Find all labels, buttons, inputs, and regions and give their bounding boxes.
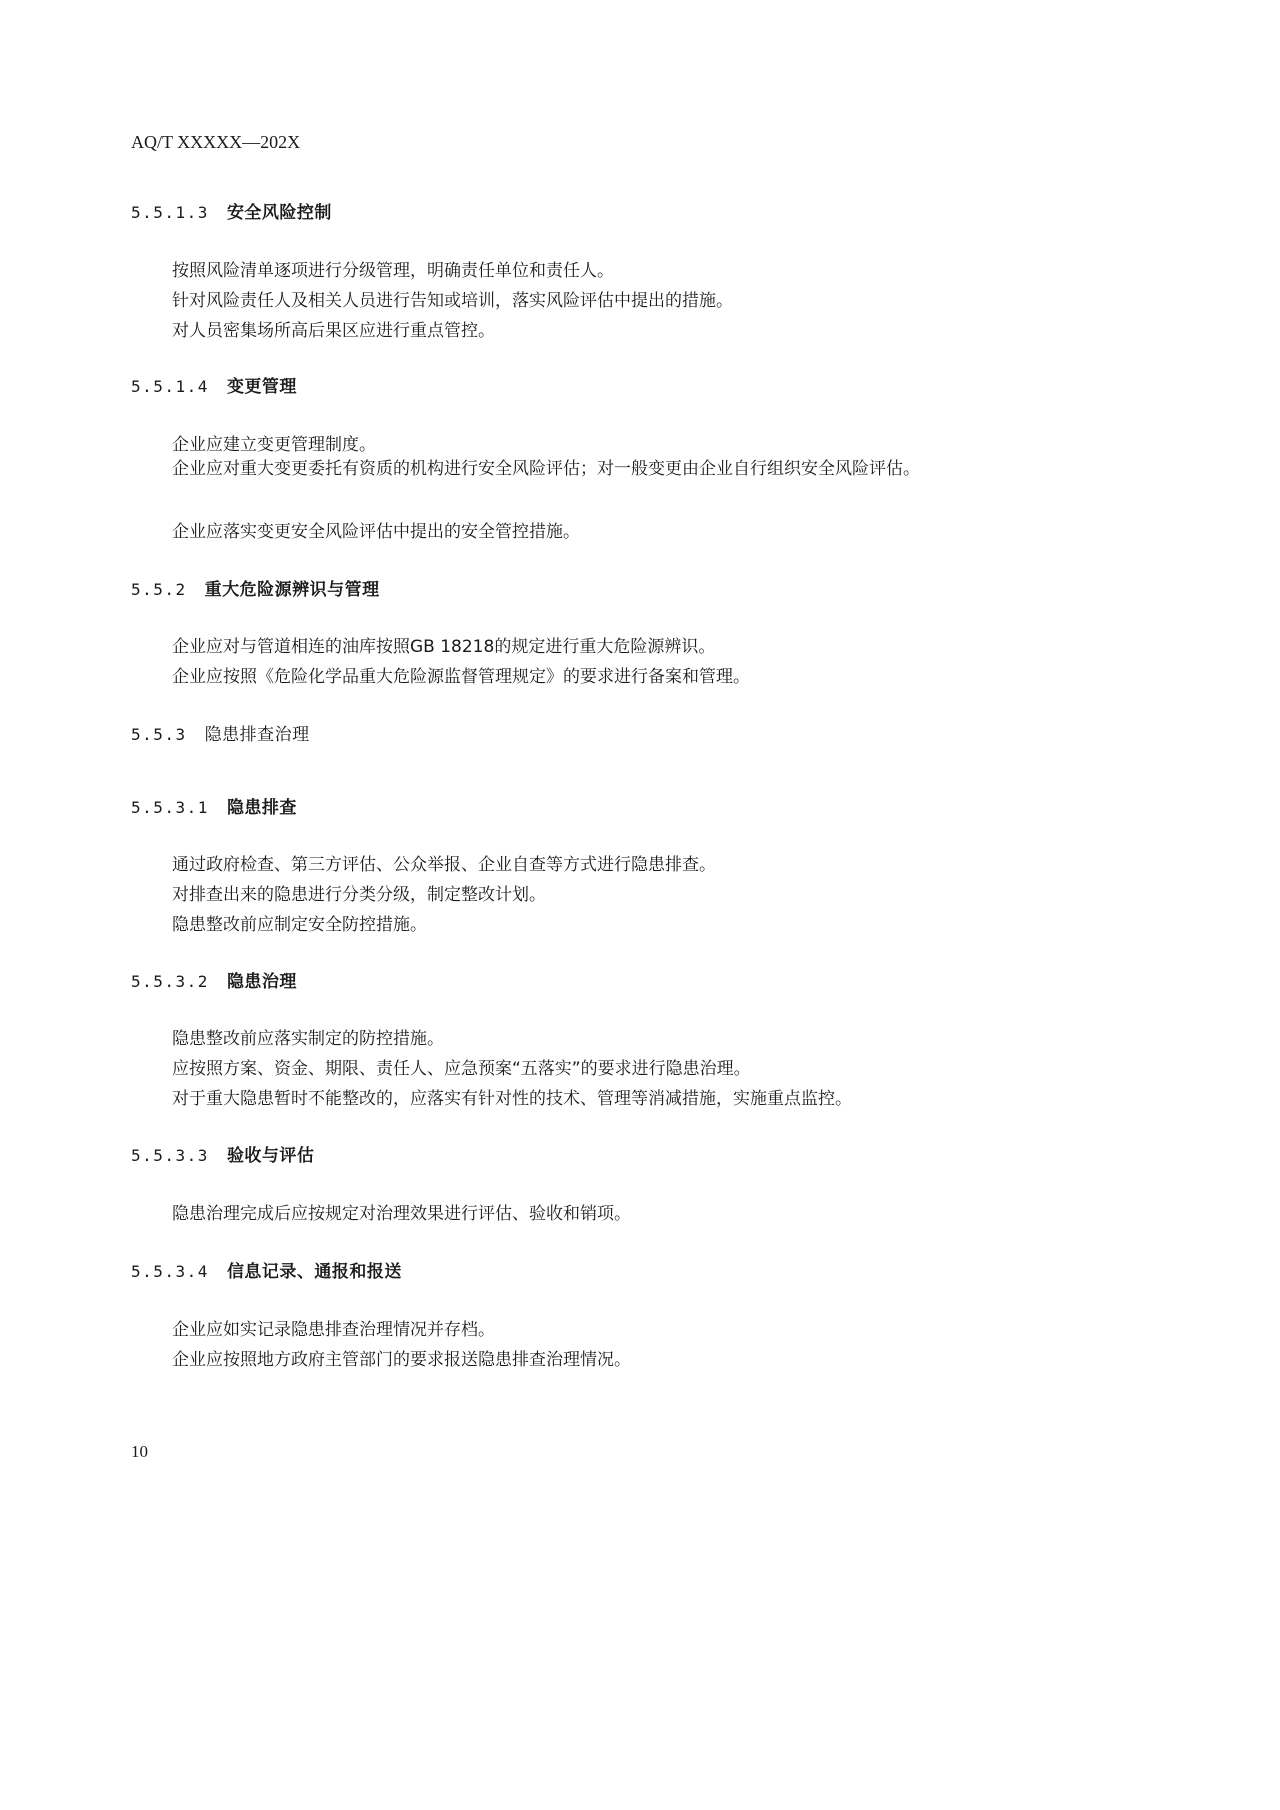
paragraph: 企业应对与管道相连的油库按照GB 18218的规定进行重大危险源辨识。 xyxy=(172,637,716,657)
section-number: 5.5.3 xyxy=(131,725,187,744)
section-title: 隐患排查 xyxy=(226,798,297,818)
section-heading xyxy=(131,575,380,600)
section-heading xyxy=(131,198,332,223)
section-number: 5.5.1.4 xyxy=(131,377,209,396)
section-title: 验收与评估 xyxy=(226,1146,315,1166)
section-number: 5.5.3.1 xyxy=(131,798,209,817)
paragraph: 企业应对重大变更委托有资质的机构进行安全风险评估；对一般变更由企业自行组织安全风险评估。 xyxy=(172,459,920,479)
section-number: 5.5.3.2 xyxy=(131,972,209,991)
section-number: 5.5.2 xyxy=(131,580,187,599)
document-code: AQ/T XXXXX—202X xyxy=(131,132,301,152)
paragraph: 针对风险责任人及相关人员进行告知或培训，落实风险评估中提出的措施。 xyxy=(172,291,733,311)
paragraph: 对排查出来的隐患进行分类分级，制定整改计划。 xyxy=(172,885,546,905)
section-heading xyxy=(131,1257,402,1282)
section-heading xyxy=(131,1141,314,1166)
section-number: 5.5.1.3 xyxy=(131,203,209,222)
section-heading xyxy=(131,720,310,745)
section-number: 5.5.3.4 xyxy=(131,1262,209,1281)
section-title: 重大危险源辨识与管理 xyxy=(204,580,380,600)
section-title: 信息记录、通报和报送 xyxy=(226,1262,402,1282)
paragraph: 对人员密集场所高后果区应进行重点管控。 xyxy=(172,321,495,341)
section-heading xyxy=(131,793,297,818)
paragraph: 对于重大隐患暂时不能整改的，应落实有针对性的技术、管理等消减措施，实施重点监控。 xyxy=(172,1089,852,1109)
paragraph: 企业应按照《危险化学品重大危险源监督管理规定》的要求进行备案和管理。 xyxy=(172,667,750,687)
paragraph: 企业应如实记录隐患排查治理情况并存档。 xyxy=(172,1320,495,1340)
section-title: 安全风险控制 xyxy=(226,203,332,223)
paragraph: 企业应落实变更安全风险评估中提出的安全管控措施。 xyxy=(172,522,580,542)
section-heading xyxy=(131,967,297,992)
paragraph: 隐患整改前应制定安全防控措施。 xyxy=(172,915,427,935)
paragraph: 隐患整改前应落实制定的防控措施。 xyxy=(172,1029,444,1049)
paragraph: 通过政府检查、第三方评估、公众举报、企业自查等方式进行隐患排查。 xyxy=(172,855,716,875)
page-number: 10 xyxy=(131,1442,148,1461)
paragraph: 隐患治理完成后应按规定对治理效果进行评估、验收和销项。 xyxy=(172,1204,631,1224)
section-title: 变更管理 xyxy=(226,377,297,397)
paragraph: 企业应建立变更管理制度。 xyxy=(172,435,376,455)
section-number: 5.5.3.3 xyxy=(131,1146,209,1165)
paragraph: 应按照方案、资金、期限、责任人、应急预案“五落实”的要求进行隐患治理。 xyxy=(172,1059,751,1079)
section-heading xyxy=(131,372,297,397)
paragraph: 企业应按照地方政府主管部门的要求报送隐患排查治理情况。 xyxy=(172,1350,631,1370)
section-title: 隐患治理 xyxy=(226,972,297,992)
section-title: 隐患排查治理 xyxy=(204,725,310,745)
paragraph: 按照风险清单逐项进行分级管理，明确责任单位和责任人。 xyxy=(172,261,614,281)
